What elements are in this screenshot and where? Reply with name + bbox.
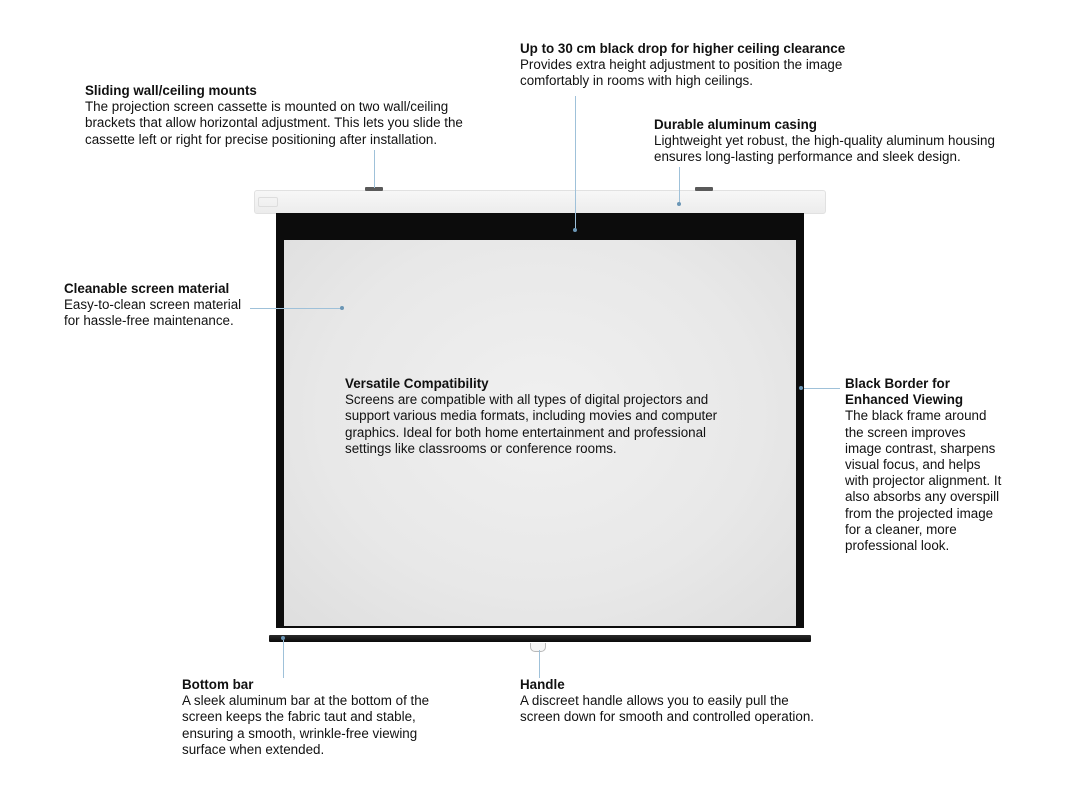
callout-line: A sleek aluminum bar at the bottom of the	[182, 693, 430, 709]
callout-title: Black Border for	[845, 376, 950, 391]
callout-line: The black frame around	[845, 408, 987, 424]
bottom-bar	[269, 635, 811, 642]
callout-line: screen down for smooth and controlled operation.	[520, 709, 815, 725]
callout-black-border	[845, 376, 1001, 554]
casing-endcap	[258, 197, 278, 207]
leader-dot-material	[340, 306, 344, 310]
callout-line: Easy-to-clean screen material	[64, 297, 242, 313]
callout-line: ensuring a smooth, wrinkle-free viewing	[182, 725, 418, 741]
callout-line: brackets that allow horizontal adjustment. This lets you slide the	[85, 115, 463, 131]
callout-title: Versatile Compatibility	[345, 376, 489, 391]
callout-line: the screen improves	[845, 424, 966, 440]
callout-line: professional look.	[845, 538, 950, 554]
leader-dot-casing	[677, 202, 681, 206]
callout-title: Durable aluminum casing	[654, 117, 817, 132]
callout-line: with projector alignment. It	[845, 473, 1002, 489]
callout-line: also absorbs any overspill	[845, 489, 1000, 505]
callout-line: Screens are compatible with all types of digital projectors and	[345, 392, 709, 408]
leader-line-bottom-bar	[283, 640, 284, 678]
leader-line-drop	[575, 96, 576, 229]
callout-cleanable-material	[64, 281, 241, 330]
pull-handle	[530, 643, 546, 652]
callout-versatile-compatibility	[345, 376, 717, 457]
callout-sliding-mounts	[85, 83, 463, 148]
aluminum-casing	[254, 190, 826, 214]
callout-line: The projection screen cassette is mounted on two wall/ceiling	[85, 99, 449, 115]
leader-line-casing	[679, 167, 680, 203]
callout-title: Sliding wall/ceiling mounts	[85, 83, 257, 98]
leader-line-border	[804, 388, 840, 389]
leader-dot-bottom-bar	[281, 636, 285, 640]
callout-line: for a cleaner, more	[845, 521, 957, 537]
callout-title: Cleanable screen material	[64, 281, 230, 296]
callout-line: ensures long-lasting performance and sleek design.	[654, 149, 961, 165]
callout-line: graphics. Ideal for both home entertainment and professional	[345, 424, 707, 440]
callout-line: comfortably in rooms with high ceilings.	[520, 73, 753, 89]
leader-line-handle	[539, 650, 540, 678]
callout-line: settings like classrooms or conference rooms.	[345, 440, 617, 456]
callout-line: Lightweight yet robust, the high-quality aluminum housing	[654, 133, 995, 149]
callout-title: Up to 30 cm black drop for higher ceiling clearance	[520, 41, 846, 56]
callout-line: cassette left or right for precise positioning after installation.	[85, 131, 438, 147]
callout-handle	[520, 677, 814, 726]
callout-line: A discreet handle allows you to easily pull the	[520, 693, 789, 709]
callout-line: Provides extra height adjustment to position the image	[520, 57, 843, 73]
leader-line-material	[250, 308, 342, 309]
leader-dot-border	[799, 386, 803, 390]
callout-line: support various media formats, including movies and computer	[345, 408, 718, 424]
callout-title: Handle	[520, 677, 565, 692]
callout-line: surface when extended.	[182, 741, 325, 757]
callout-line: image contrast, sharpens	[845, 440, 996, 456]
wall-mount-right	[695, 187, 713, 191]
callout-bottom-bar	[182, 677, 429, 758]
callout-aluminum-casing	[654, 117, 995, 166]
leader-line-mounts	[374, 150, 375, 188]
callout-black-drop	[520, 41, 845, 90]
callout-line: from the projected image	[845, 505, 994, 521]
callout-line: visual focus, and helps	[845, 457, 981, 473]
callout-title: Bottom bar	[182, 677, 254, 692]
leader-dot-drop	[573, 228, 577, 232]
callout-line: for hassle-free maintenance.	[64, 313, 234, 329]
callout-title: Enhanced Viewing	[845, 392, 964, 408]
callout-line: screen keeps the fabric taut and stable,	[182, 709, 416, 725]
